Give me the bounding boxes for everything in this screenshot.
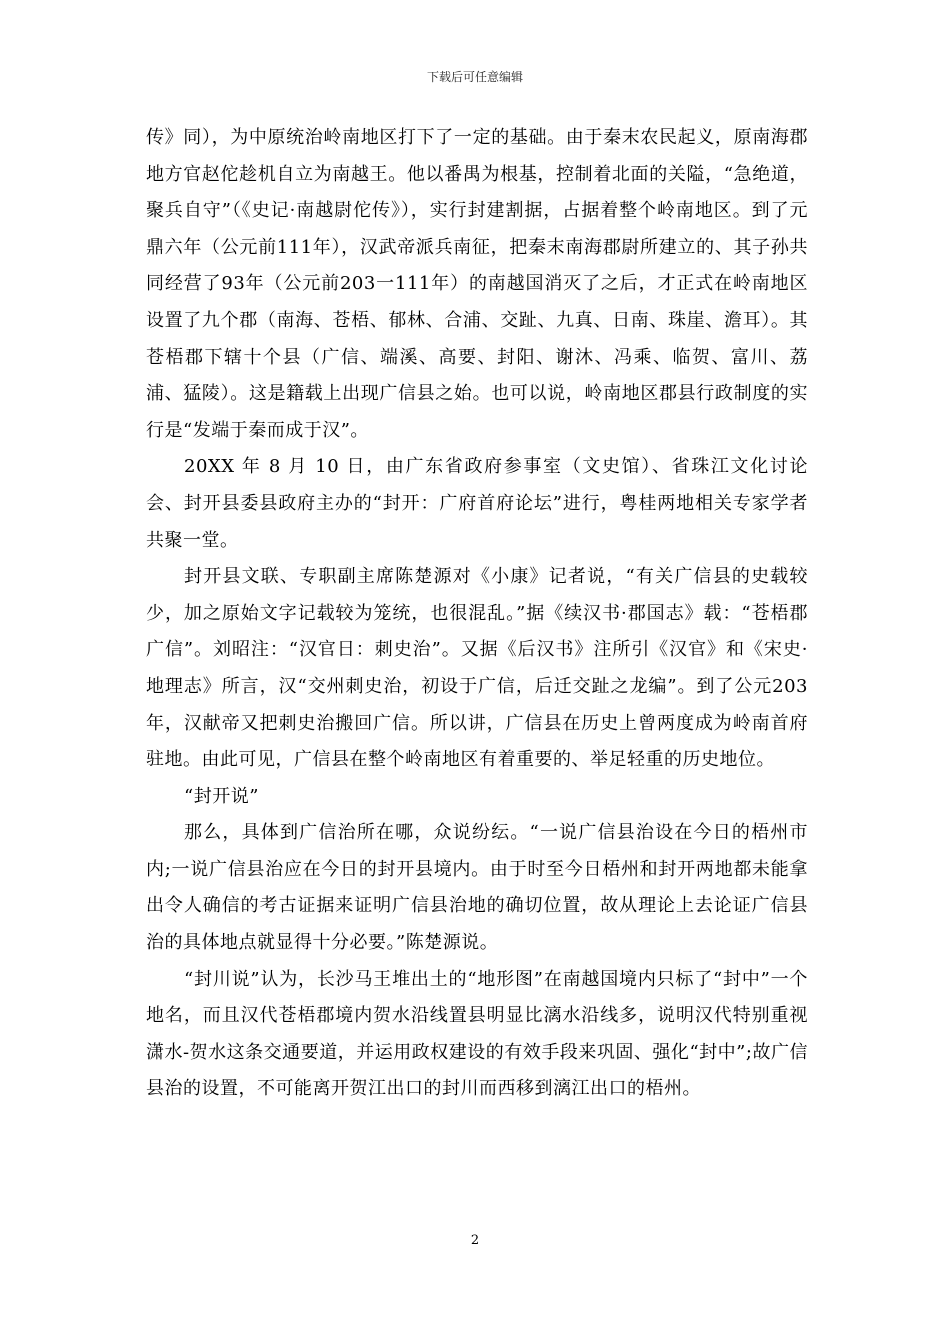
- paragraph-chen-chuyuan: 封开县文联、专职副主席陈楚源对《小康》记者说，“有关广信县的史载较少，加之原始文字记载较为笼统，也很混乱。”据《续汉书·郡国志》载：“苍梧郡广信”。刘昭注：“汉官日：刺史治”。又据《后汉书》注所引《汉官》和《宋史·地理志》所言，汉“交州刺史治，初设于广信，后迁交趾之龙编”。到了公元203年，汉献帝又把刺史治搬回广信。所以讲，广信县在历史上曾两度成为岭南首府驻地。由此可见，广信县在整个岭南地区有着重要的、举足轻重的历史地位。: [146, 566, 808, 771]
- paragraph-fengchuan-theory: “封川说”认为，长沙马王堆出土的“地形图”在南越国境内只标了“封中”一个地名，而且汉代苍梧郡境内贺水沿线置县明显比漓水沿线多，说明汉代特别重视潇水-贺水这条交通要道，并运用政权建设的有效手段来巩固、强化“封中”;故广信县治的设置，不可能离开贺江出口的封川而西移到漓江出口的梧州。: [146, 968, 808, 1100]
- section-heading: “封开说”: [184, 785, 259, 807]
- page-number: 2: [470, 1233, 480, 1248]
- paragraph-continuation: 传》同），为中原统治岭南地区打下了一定的基础。由于秦末农民起义，原南海郡地方官赵佗趁机自立为南越王。他以番禺为根基，控制着北面的关隘，“急绝道，聚兵自守”（《史记·南越尉佗传》），实行封建割据，占据着整个岭南地区。到了元鼎六年（公元前111年），汉武帝派兵南征，把秦末南海郡尉所建立的、其子孙共同经营了93年（公元前203一111年）的南越国消灭了之后，才正式在岭南地区设置了九个郡（南海、苍梧、郁林、合浦、交趾、九真、日南、珠崖、澹耳）。其苍梧郡下辖十个县（广信、端溪、高要、封阳、谢沐、冯乘、临贺、富川、荔浦、猛陵）。这是籍载上出现广信县之始。也可以说，岭南地区郡县行政制度的实行是“发端于秦而成于汉”。: [146, 127, 808, 441]
- paragraph-forum: 20XX 年 8 月 10 日，由广东省政府参事室（文史馆）、省珠江文化讨论会、封开县委县政府主办的“封开：广府首府论坛”进行，粤桂两地相关专家学者共聚一堂。: [146, 456, 808, 551]
- paragraph-debate: 那么，具体到广信治所在哪，众说纷纭。“一说广信县治设在今日的梧州市内;一说广信县治应在今日的封开县境内。由于时至今日梧州和封开两地都未能拿出令人确信的考古证据来证明广信县治地的确切位置，故从理论上去论证广信县治的具体地点就显得十分必要。”陈楚源说。: [146, 822, 808, 954]
- document-body: [146, 120, 808, 1108]
- page-header: 下载后可任意编辑: [426, 70, 523, 84]
